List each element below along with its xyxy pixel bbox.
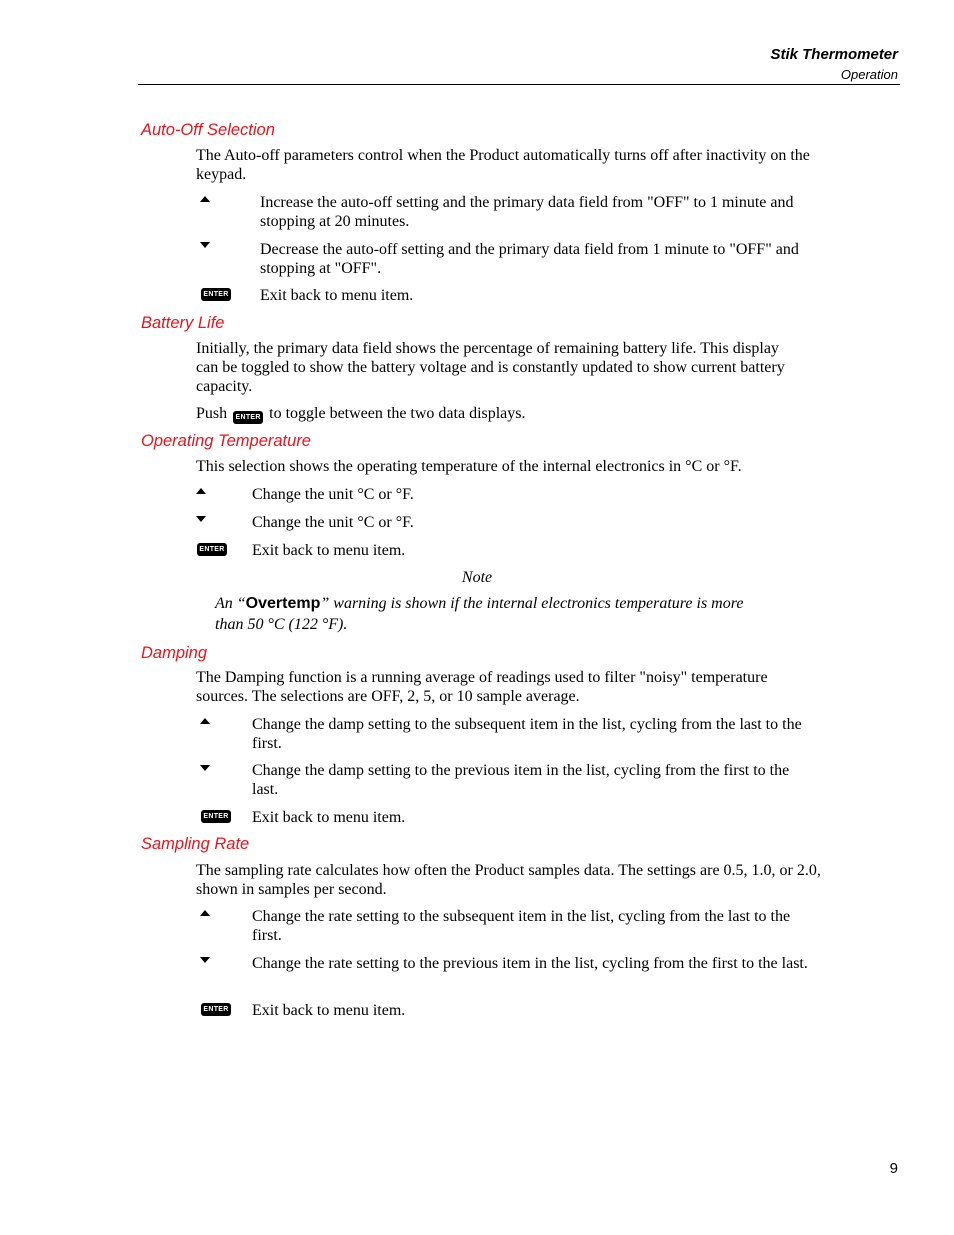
battery-push-pre: Push (196, 405, 228, 422)
sampling-up-text: Change the rate setting to the subsequent item in the list, cycling from the last to the first. (252, 908, 791, 944)
auto-off-up-text: Increase the auto-off setting and the primary data field from "OFF" to 1 minute and stopping at 20 minutes. (260, 194, 794, 230)
up-arrow-key-icon (200, 910, 210, 916)
heading-auto-off: Auto-Off Selection (141, 121, 275, 139)
note-pre: An “ (215, 595, 246, 612)
page-number: 9 (889, 1160, 898, 1177)
heading-operating-temperature: Operating Temperature (141, 432, 311, 450)
running-header-title: Stik Thermometer (770, 46, 898, 63)
damping-enter-text: Exit back to menu item. (252, 809, 406, 826)
damping-intro: The Damping function is a running average of readings used to filter "noisy" temperature sources. The selections are OFF, 2, 5, or 10 sample average. (196, 669, 768, 705)
enter-key-icon: ENTER (201, 810, 231, 823)
down-arrow-key-icon (200, 957, 210, 963)
note-post: ” warning is shown if the internal electronics temperature is more than 50 °C (122 °F). (215, 595, 744, 633)
overtemp-note (215, 593, 775, 635)
damping-up-text: Change the damp setting to the subsequent item in the list, cycling from the last to the first. (252, 716, 802, 752)
sampling-intro: The sampling rate calculates how often the Product samples data. The settings are 0.5, 1.0, or 2.0, shown in samples per second. (196, 862, 821, 898)
auto-off-enter-text: Exit back to menu item. (260, 287, 414, 304)
up-arrow-key-icon (200, 196, 210, 202)
heading-sampling-rate: Sampling Rate (141, 835, 250, 853)
enter-key-icon: ENTER (201, 288, 231, 301)
battery-push-post: to toggle between the two data displays. (269, 405, 526, 422)
enter-key-icon: ENTER (201, 1003, 231, 1016)
down-arrow-key-icon (200, 242, 210, 248)
up-arrow-key-icon (200, 718, 210, 724)
down-arrow-key-icon (200, 765, 210, 771)
operating-temp-enter-text: Exit back to menu item. (252, 542, 406, 559)
enter-key-icon: ENTER (197, 543, 227, 556)
sampling-down-text: Change the rate setting to the previous item in the list, cycling from the first to the last. (252, 955, 808, 972)
heading-damping: Damping (141, 644, 208, 662)
auto-off-down-text: Decrease the auto-off setting and the primary data field from 1 minute to "OFF" and stopping at "OFF". (260, 241, 799, 277)
note-label: Note (461, 569, 493, 586)
down-arrow-key-icon (196, 516, 206, 522)
operating-temp-up-text: Change the unit °C or °F. (252, 486, 414, 503)
battery-intro: Initially, the primary data field shows the percentage of remaining battery life. This display can be toggled to show the battery voltage and is constantly updated to show current battery capacity. (196, 340, 785, 395)
note-overtemp: Overtemp (245, 595, 321, 612)
auto-off-intro: The Auto-off parameters control when the Product automatically turns off after inactivity on the keypad. (196, 147, 810, 183)
operating-temp-down-text: Change the unit °C or °F. (252, 514, 414, 531)
battery-push-line (196, 404, 836, 423)
header-rule (138, 84, 900, 85)
enter-key-icon: ENTER (233, 411, 263, 424)
heading-battery-life: Battery Life (141, 314, 225, 332)
running-header-subtitle: Operation (840, 67, 898, 82)
operating-temp-intro: This selection shows the operating temperature of the internal electronics in °C or °F. (196, 458, 742, 475)
damping-down-text: Change the damp setting to the previous item in the list, cycling from the first to the last. (252, 762, 790, 798)
sampling-enter-text: Exit back to menu item. (252, 1002, 406, 1019)
up-arrow-key-icon (196, 488, 206, 494)
